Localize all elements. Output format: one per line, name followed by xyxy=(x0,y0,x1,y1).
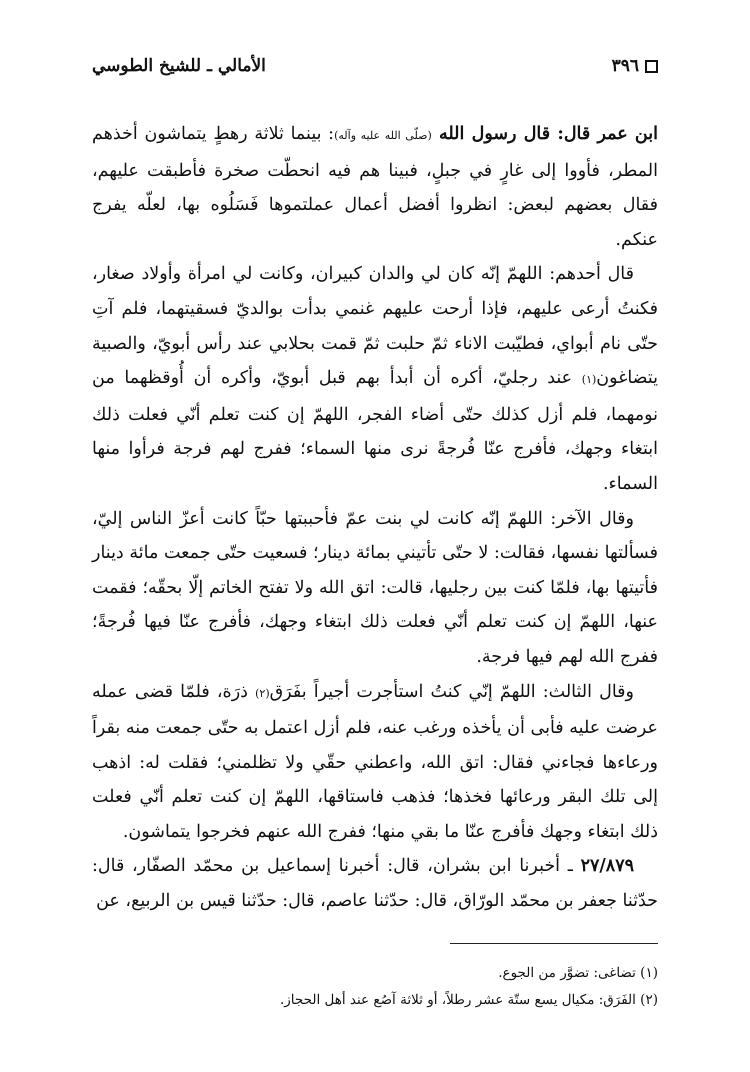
book-title: الأمالي ـ للشيخ الطوسي xyxy=(92,56,266,76)
footnote-marker: (صلّى الله عليه وآله) xyxy=(334,129,432,142)
paragraph xyxy=(92,675,658,850)
text-segment: عند رجليّ، أكره أن أبدأ بهم قبل أبويّ، وأكره أن أُوقظهما من نومهما، فلم أزل كذلك حتّى أضاء الفجر، اللهمّ إن كنت تعلم أنّي فعلت ذلك ابتغاء وجهك، فأفرج عنّا فُرجةً نرى منها السماء؛ ففرج لهم فرجة فرأوا منها السماء. xyxy=(92,368,658,494)
footnote-2: (٢) الفَرَق: مكيال يسع ستّة عشر رطلاً، أو ثلاثة آصُع عند أهل الحجاز. xyxy=(280,992,658,1008)
text-segment: وقال الثالث: اللهمّ إنّي كنتُ استأجرت أجيراً بفَرَق xyxy=(269,681,634,702)
footnotes xyxy=(92,960,658,1014)
paragraph xyxy=(92,849,658,918)
body-text xyxy=(92,117,658,919)
running-header xyxy=(92,56,658,76)
text-segment: ذرَة، فلمّا قضى عمله عرضت عليه فأبى أن يأخذه ورغب عنه، فلم أزل اعتمل به حتّى جمعت منه بقراً ورعاءها فجاءني فقال: اتق الله، واعطني حقّي ولا تظلمني؛ فقلت له: اذهب إلى تلك البقر ورعائها فخذها؛ فذهب فاستاقها، اللهمّ إن كنت تعلم أنّي فعلت ذلك ابتغاء وجهك فأفرج عنّا ما بقي منها؛ ففرج الله عنهم فخرجوا يتماشون. xyxy=(92,681,658,842)
footnote-marker: (٢) xyxy=(255,686,270,700)
square-icon xyxy=(645,60,658,73)
paragraph xyxy=(92,117,658,257)
paragraph xyxy=(92,502,658,675)
page-number-text: ٣٩٦ xyxy=(611,56,639,76)
text-segment: : بينما ثلاثة رهطٍ يتماشون أخذهم المطر، فأووا إلى غارٍ في جبلٍ، فبينا هم فيه انحطّت صخرة فأطبقت عليهم، فقال بعضهم لبعض: انظروا أفضل أعمال عملتموها فَسَلُوه بها، لعلّه يفرج عنكم. xyxy=(92,124,658,250)
text-segment: ابن عمر قال: قال رسول الله xyxy=(431,124,658,144)
text-segment: قال أحدهم: اللهمّ إنّه كان لي والدان كبيران، وكانت لي امرأة وأولاد صغار، فكنتُ أرعى عليهم، فإذا أرحت عليهم غنمي بدأت بوالديّ فسقيتهما، فلم آتِ حتّى نام أبواي، فطيّبت الاناء ثمّ حلبت ثمّ قمت بحلابي عند رأس أبويّ، والصبية يتضاغون xyxy=(92,264,658,389)
page-number xyxy=(612,56,658,76)
footnote-1: (١) تضاغى: تضوَّر من الجوع. xyxy=(498,965,658,981)
footnote-marker: (١) xyxy=(581,373,597,387)
footnote-divider xyxy=(450,943,658,944)
text-segment: وقال الآخر: اللهمّ إنّه كانت لي بنت عمّ فأحببتها حبّاً كانت أعزّ الناس إليّ، فسألتها نفسها، فقالت: لا حتّى تأتيني بمائة دينار؛ فسعيت حتّى جمعت مائة دينار فأتيتها بها، فلمّا كنت بين رجليها، قالت: اتق الله ولا تفتح الخاتم إلّا بحقّه؛ فقمت عنها، اللهمّ إن كنت تعلم أنّي فعلت ذلك ابتغاء وجهك، فأفرج عنّا فيها فُرجةً؛ ففرج الله لهم فيها فرجة. xyxy=(92,508,658,667)
text-segment: ٢٧/٨٧٩ xyxy=(580,856,634,877)
paragraph xyxy=(92,257,658,501)
text-segment: ـ أخبرنا ابن بشران، قال: أخبرنا إسماعيل بن محمّد الصفّار، قال: حدّثنا جعفر بن محمّد الورّاق، قال: حدّثنا عاصم، قال: حدّثنا قيس بن الربيع، عن xyxy=(92,856,658,912)
